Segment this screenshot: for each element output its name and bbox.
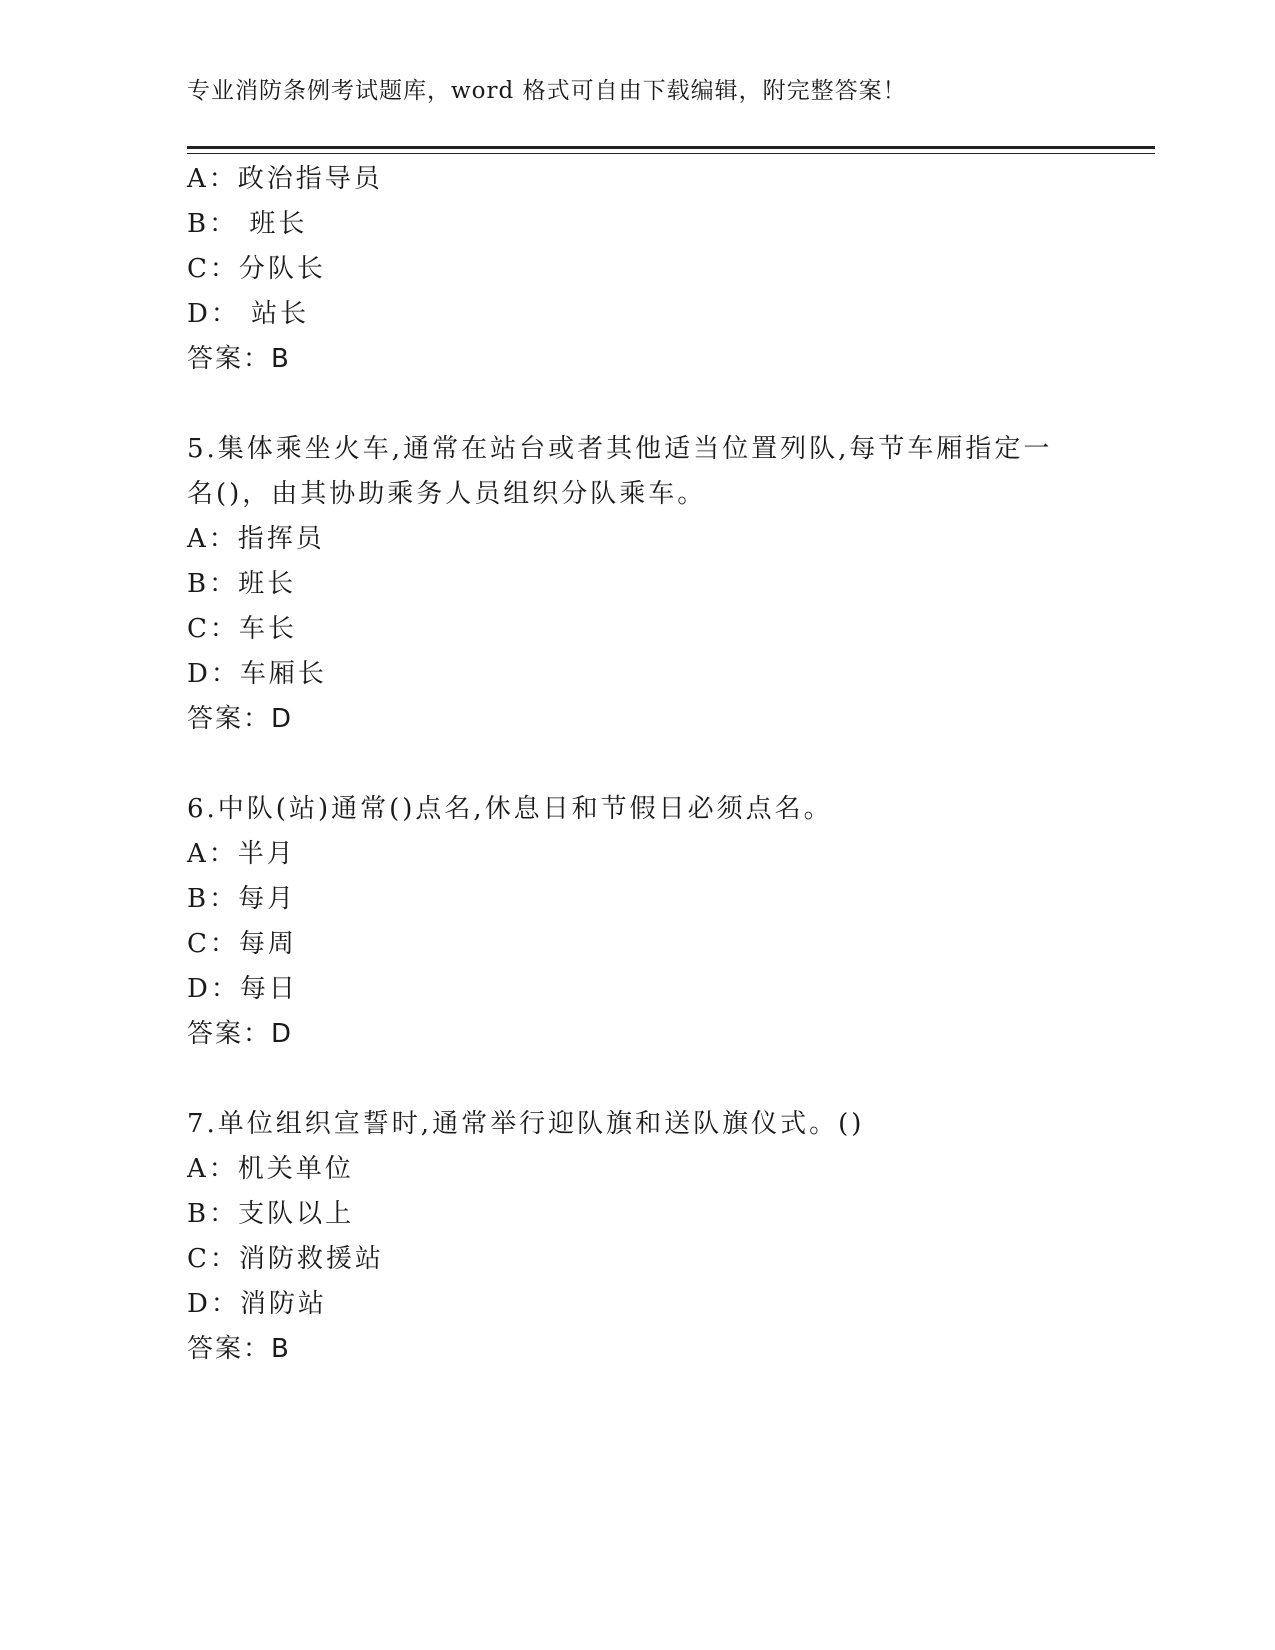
answer: 答案：B <box>187 344 291 374</box>
page-header: 专业消防条例考试题库，word 格式可自由下载编辑，附完整答案！ <box>187 78 907 104</box>
header-divider <box>187 146 1155 154</box>
option-d: D：消防站 <box>187 1289 327 1319</box>
option-c: C：每周 <box>187 929 297 959</box>
option-a: A：政治指导员 <box>187 164 383 194</box>
question-text: 名()，由其协助乘务人员组织分队乘车。 <box>187 479 707 509</box>
option-d: D：车厢长 <box>187 659 327 689</box>
option-a: A：指挥员 <box>187 524 325 554</box>
option-d: D：每日 <box>187 974 298 1004</box>
option-a: A：半月 <box>187 839 296 869</box>
option-b: B： 班长 <box>187 209 308 239</box>
option-a: A：机关单位 <box>187 1154 354 1184</box>
option-d: D： 站长 <box>187 299 310 329</box>
question-text: 6.中队(站)通常()点名,休息日和节假日必须点名。 <box>187 794 833 824</box>
option-c: C：消防救援站 <box>187 1244 384 1274</box>
option-b: B：每月 <box>187 884 297 914</box>
option-b: B：班长 <box>187 569 297 599</box>
question-text: 5.集体乘坐火车,通常在站台或者其他适当位置列队,每节车厢指定一 <box>187 434 1053 464</box>
answer: 答案：D <box>187 704 294 734</box>
answer: 答案：B <box>187 1334 291 1364</box>
option-c: C：车长 <box>187 614 297 644</box>
question-text: 7.单位组织宣誓时,通常举行迎队旗和送队旗仪式。() <box>187 1109 865 1139</box>
option-c: C：分队长 <box>187 254 326 284</box>
option-b: B：支队以上 <box>187 1199 355 1229</box>
answer: 答案：D <box>187 1019 294 1049</box>
